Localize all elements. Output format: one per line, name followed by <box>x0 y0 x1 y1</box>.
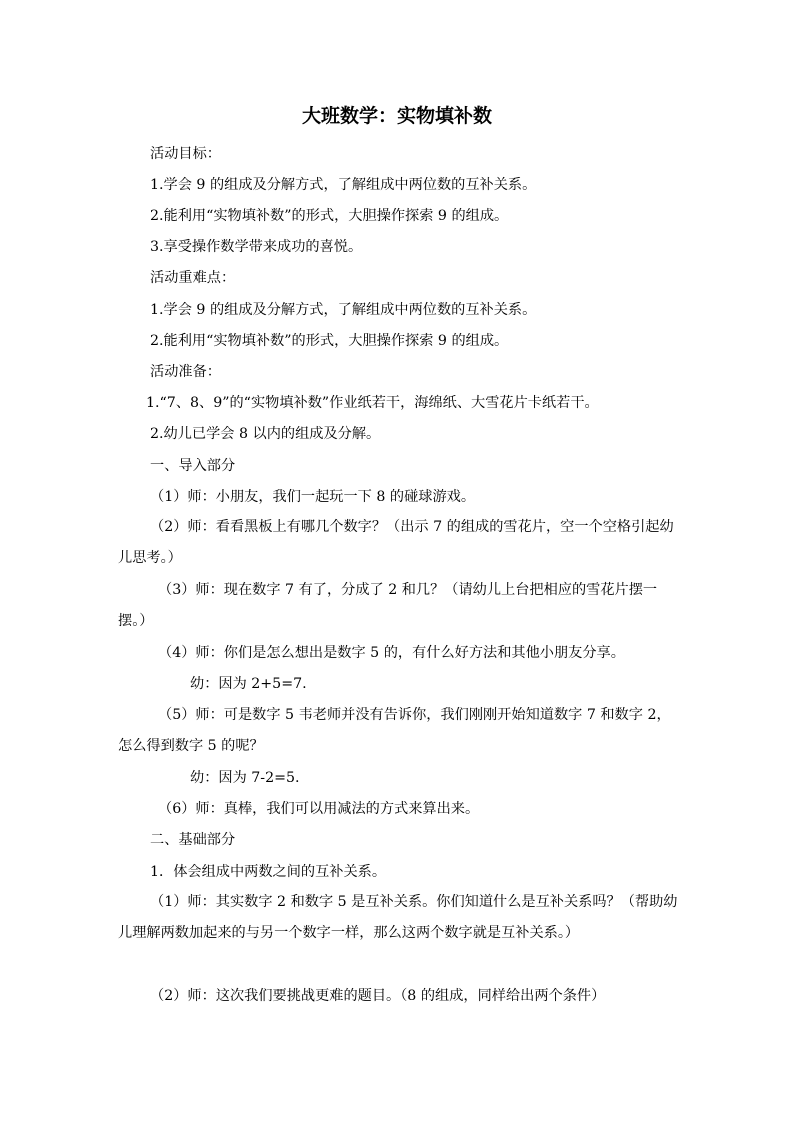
section-heading-intro: 一、导入部分 <box>150 458 236 474</box>
child-answer: 幼：因为 7-2=5. <box>190 770 300 786</box>
paragraph: （3）师：现在数字 7 有了，分成了 2 和几？（请幼儿上台把相应的雪花片摆一摆。） <box>118 582 658 629</box>
paragraph: （4）师：你们是怎么想出是数字 5 的，有什么好方法和其他小朋友分享。 <box>158 645 625 661</box>
prep-heading: 活动准备： <box>150 364 221 380</box>
section-heading-basic: 二、基础部分 <box>150 832 236 848</box>
goal-item: 2.能利用“实物填补数”的形式，大胆操作探索 9 的组成。 <box>150 208 509 224</box>
child-answer: 幼：因为 2+5=7. <box>190 676 307 692</box>
paragraph-wrapped <box>118 512 678 574</box>
paragraph: （2）师：看看黑板上有哪几个数字？（出示 7 的组成的雪花片，空一个空格引起幼儿思考。） <box>118 519 674 566</box>
paragraph: （6）师：真棒，我们可以用减法的方式来算出来。 <box>158 801 480 817</box>
paragraph-wrapped <box>118 887 678 949</box>
paragraph: （2）师：这次我们要挑战更难的题目。（8 的组成，同样给出两个条件） <box>150 988 606 1004</box>
goals-heading: 活动目标： <box>150 146 221 162</box>
goal-item: 1.学会 9 的组成及分解方式，了解组成中两位数的互补关系。 <box>150 177 537 193</box>
paragraph: （1）师：其实数字 2 和数字 5 是互补关系。你们知道什么是互补关系吗？（帮助幼儿理解两数加起来的与另一个数字一样，那么这两个数字就是互补关系。） <box>118 894 678 941</box>
key-points-heading: 活动重难点： <box>150 270 236 286</box>
paragraph: （5）师：可是数字 5 韦老师并没有告诉你，我们刚刚开始知道数字 7 和数字 2，怎么得到数字 5 的呢？ <box>118 707 671 754</box>
key-point-item: 1.学会 9 的组成及分解方式，了解组成中两位数的互补关系。 <box>150 302 537 318</box>
prep-item: 1.“7、8、9”的“实物填补数”作业纸若干，海绵纸、大雪花片卡纸若干。 <box>146 395 599 411</box>
paragraph-wrapped <box>118 575 678 637</box>
key-point-item: 2.能利用“实物填补数”的形式，大胆操作探索 9 的组成。 <box>150 333 509 349</box>
document-title: 大班数学：实物填补数 <box>301 105 492 127</box>
paragraph-wrapped <box>118 700 678 762</box>
prep-item: 2.幼儿已学会 8 以内的组成及分解。 <box>150 426 381 442</box>
goal-item: 3.享受操作数学带来成功的喜悦。 <box>150 239 363 255</box>
subheading: 1．体会组成中两数之间的互补关系。 <box>150 864 387 880</box>
paragraph: （1）师：小朋友，我们一起玩一下 8 的碰球游戏。 <box>150 489 476 505</box>
